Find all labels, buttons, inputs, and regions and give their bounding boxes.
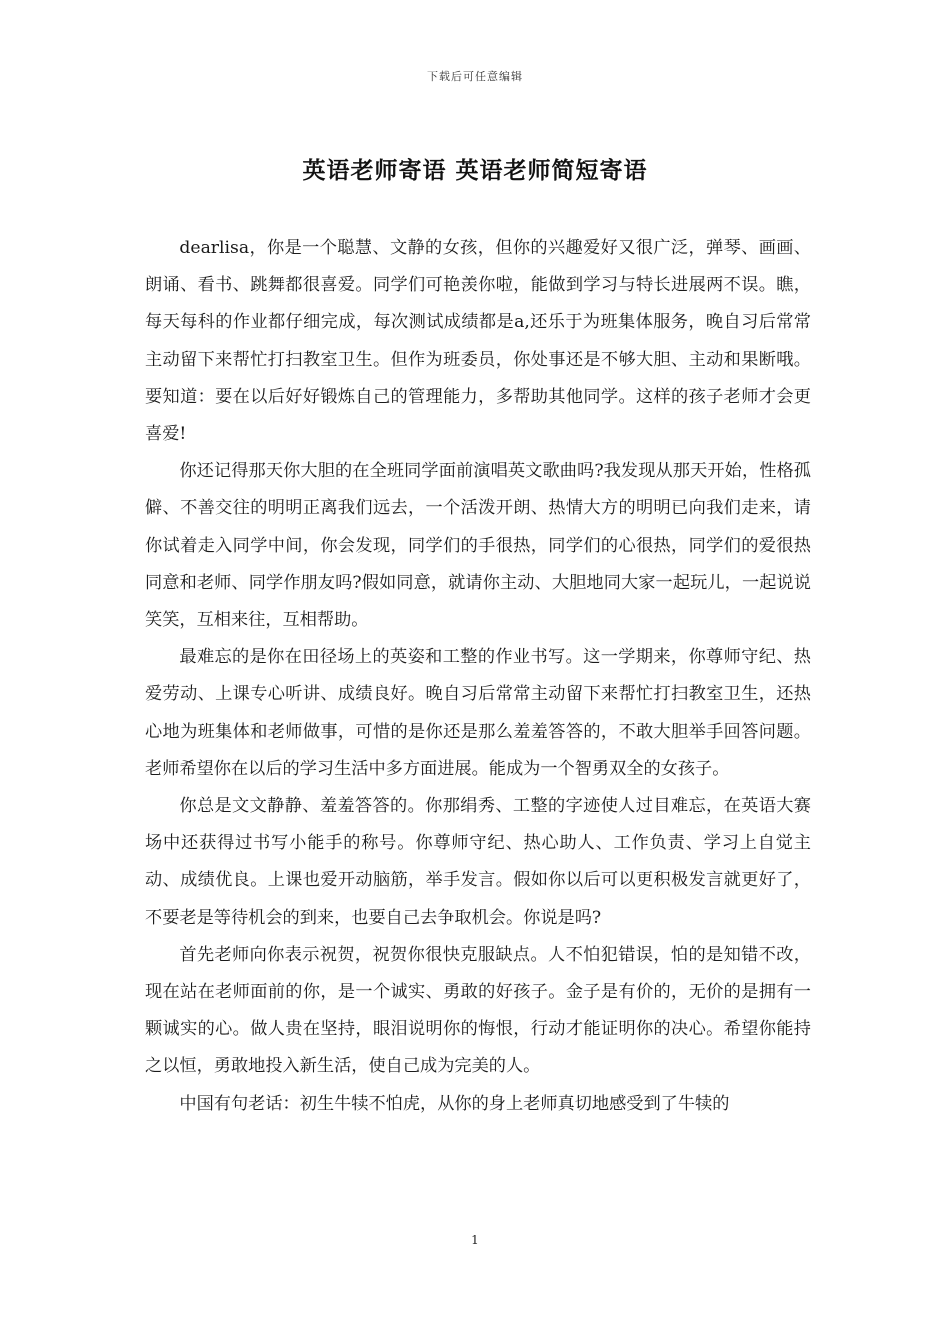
document-title: 英语老师寄语 英语老师简短寄语 — [302, 157, 648, 184]
document-body — [145, 230, 811, 1123]
paragraph-5: 首先老师向你表示祝贺，祝贺你很快克服缺点。人不怕犯错误，怕的是知错不改，现在站在老师面前的你，是一个诚实、勇敢的好孩子。金子是有价的，无价的是拥有一颗诚实的心。做人贵在坚持，眼泪说明你的悔恨，行动才能证明你的决心。希望你能持之以恒，勇敢地投入新生活，使自己成为完美的人。 — [145, 944, 811, 1077]
header-note: 下载后可任意编辑 — [427, 70, 523, 83]
paragraph-2: 你还记得那天你大胆的在全班同学面前演唱英文歌曲吗?我发现从那天开始，性格孤僻、不善交往的明明正离我们远去，一个活泼开朗、热情大方的明明已向我们走来，请你试着走入同学中间，你会发现，同学们的手很热，同学们的心很热，同学们的爱很热同意和老师、同学作朋友吗?假如同意，就请你主动、大胆地同大家一起玩儿，一起说说笑笑，互相来往，互相帮助。 — [145, 461, 811, 631]
paragraph-3: 最难忘的是你在田径场上的英姿和工整的作业书写。这一学期来，你尊师守纪、热爱劳动、上课专心听讲、成绩良好。晚自习后常常主动留下来帮忙打扫教室卫生，还热心地为班集体和老师做事，可惜的是你还是那么羞羞答答的，不敢大胆举手回答问题。老师希望你在以后的学习生活中多方面进展。能成为一个智勇双全的女孩子。 — [145, 647, 811, 779]
paragraph-6: 中国有句老话：初生牛犊不怕虎，从你的身上老师真切地感受到了牛犊的 — [179, 1093, 730, 1114]
paragraph-4: 你总是文文静静、羞羞答答的。你那绢秀、工整的字迹使人过目难忘，在英语大赛场中还获得过书写小能手的称号。你尊师守纪、热心助人、工作负责、学习上自觉主动、成绩优良。上课也爱开动脑筋，举手发言。假如你以后可以更积极发言就更好了，不要老是等待机会的到来，也要自己去争取机会。你说是吗? — [145, 796, 811, 928]
page-number: 1 — [471, 1233, 479, 1247]
paragraph-1: dearlisa，你是一个聪慧、文静的女孩，但你的兴趣爱好又很广泛，弹琴、画画、朗诵、看书、跳舞都很喜爱。同学们可艳羡你啦，能做到学习与特长进展两不误。瞧，每天每科的作业都仔细完成，每次测试成绩都是a,还乐于为班集体服务，晚自习后常常主动留下来帮忙打扫教室卫生。但作为班委员，你处事还是不够大胆、主动和果断哦。要知道：要在以后好好锻炼自己的管理能力，多帮助其他同学。这样的孩子老师才会更喜爱! — [145, 238, 811, 445]
